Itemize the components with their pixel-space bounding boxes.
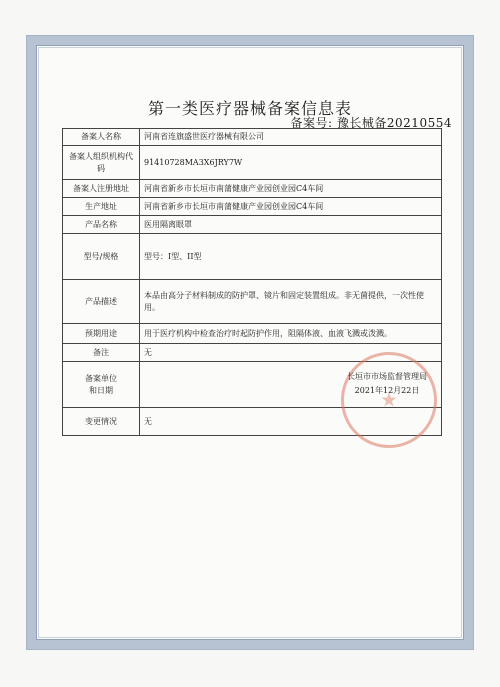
row-label: 生产地址 [63, 198, 140, 216]
table-row [63, 198, 442, 216]
issuer-name: 长垣市市场监督管理局 [347, 372, 427, 381]
row-value: 用于医疗机构中检查治疗时起防护作用，阻隔体液、血液飞溅或泼溅。 [140, 324, 442, 344]
table-row [63, 234, 442, 280]
row-label: 备案人组织机构代码 [63, 146, 140, 180]
row-label: 备案人注册地址 [63, 180, 140, 198]
row-value: 河南省连旗盛世医疗器械有限公司 [140, 129, 442, 146]
row-value: 河南省新乡市长垣市南蒲健康产业园创业园C4车间 [140, 198, 442, 216]
table-row [63, 146, 442, 180]
official-seal [341, 352, 437, 448]
table-row [63, 180, 442, 198]
row-label: 型号/规格 [63, 234, 140, 280]
table-row [63, 216, 442, 234]
table-row [63, 362, 442, 408]
row-label: 产品描述 [63, 280, 140, 324]
row-value: 河南省新乡市长垣市南蒲健康产业园创业园C4车间 [140, 180, 442, 198]
row-label: 备案单位 和日期 [63, 362, 140, 408]
row-label: 变更情况 [63, 408, 140, 436]
info-table [62, 128, 442, 436]
issuer-cell [140, 362, 442, 408]
row-value: 医用隔离眼罩 [140, 216, 442, 234]
issuer-block [347, 370, 427, 399]
row-label: 预期用途 [63, 324, 140, 344]
row-label: 备注 [63, 344, 140, 362]
issue-date: 2021年12月22日 [354, 386, 420, 396]
row-value: 无 [140, 344, 442, 362]
row-value: 无 [140, 408, 442, 436]
row-label: 产品名称 [63, 216, 140, 234]
table-row [63, 280, 442, 324]
table-row [63, 129, 442, 146]
row-label: 备案人名称 [63, 129, 140, 146]
table-row [63, 324, 442, 344]
row-value: 本品由高分子材料制成的防护罩、镜片和固定装置组成。非无菌提供，一次性使用。 [140, 280, 442, 324]
record-number: 豫长械备20210554 [336, 116, 452, 130]
row-value: 91410728MA3X6JRY7W [140, 146, 442, 180]
row-value: 型号：I型、II型 [140, 234, 442, 280]
document-title: 第一类医疗器械备案信息表 [147, 99, 352, 118]
record-number-label: 备案号: [290, 116, 333, 130]
